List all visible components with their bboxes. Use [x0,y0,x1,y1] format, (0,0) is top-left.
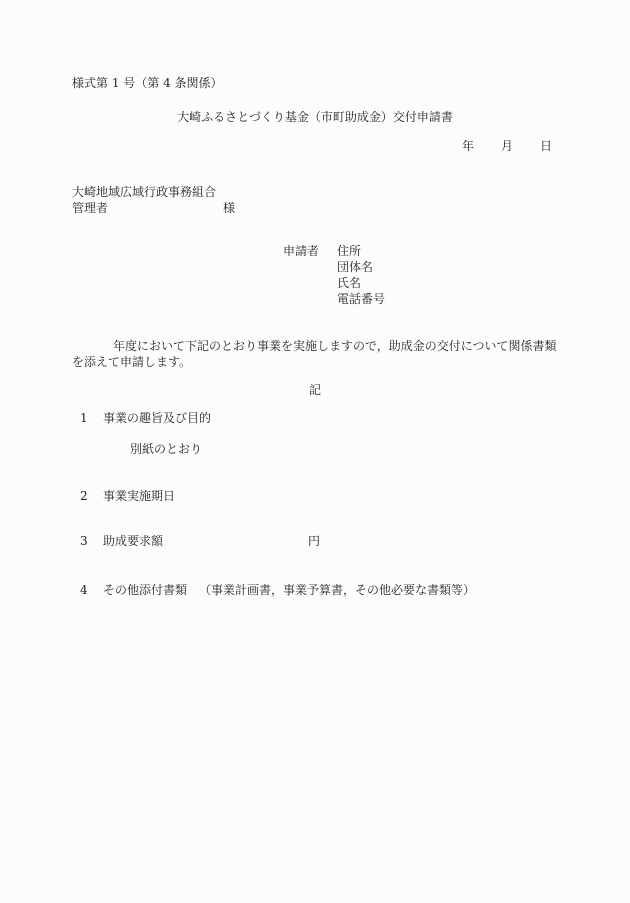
applicant-field-name: 氏名 [337,276,362,290]
applicant-field-phone: 電話番号 [337,292,386,306]
item-3-unit: 円 [308,534,321,548]
body-paragraph-line2: を添えて申請します。 [72,355,192,369]
item-1-number: 1 [80,411,88,425]
day-label: 日 [540,139,553,153]
applicant-field-address: 住所 [337,244,362,258]
item-1-note: 別紙のとおり [130,442,203,456]
addressee-honorific: 様 [223,201,236,215]
addressee-role: 管理者 [72,201,109,215]
item-3-title: 助成要求額 [103,534,164,548]
item-2-number: 2 [80,489,88,503]
document-title: 大崎ふるさとづくり基金（市町助成金）交付申請書 [177,110,453,124]
record-marker: 記 [308,383,321,397]
body-paragraph-line1: 年度において下記のとおり事業を実施しますので，助成金の交付について関係書類 [113,339,557,353]
item-1-title: 事業の趣旨及び目的 [103,411,212,425]
item-4-attachments: （事業計画書，事業予算書，その他必要な書類等） [199,583,476,597]
item-3-number: 3 [80,534,88,548]
item-4-title: その他添付書類 [103,583,188,597]
date-line [462,140,552,152]
item-4-number: 4 [80,583,88,597]
form-number: 様式第 1 号（第 4 条関係） [72,76,223,90]
month-label: 月 [501,139,514,153]
addressee-organization: 大崎地域広域行政事務組合 [72,185,217,199]
applicant-label: 申請者 [283,244,320,258]
item-2-title: 事業実施期日 [103,489,176,503]
year-label: 年 [462,139,475,153]
applicant-field-group-name: 団体名 [337,260,374,274]
